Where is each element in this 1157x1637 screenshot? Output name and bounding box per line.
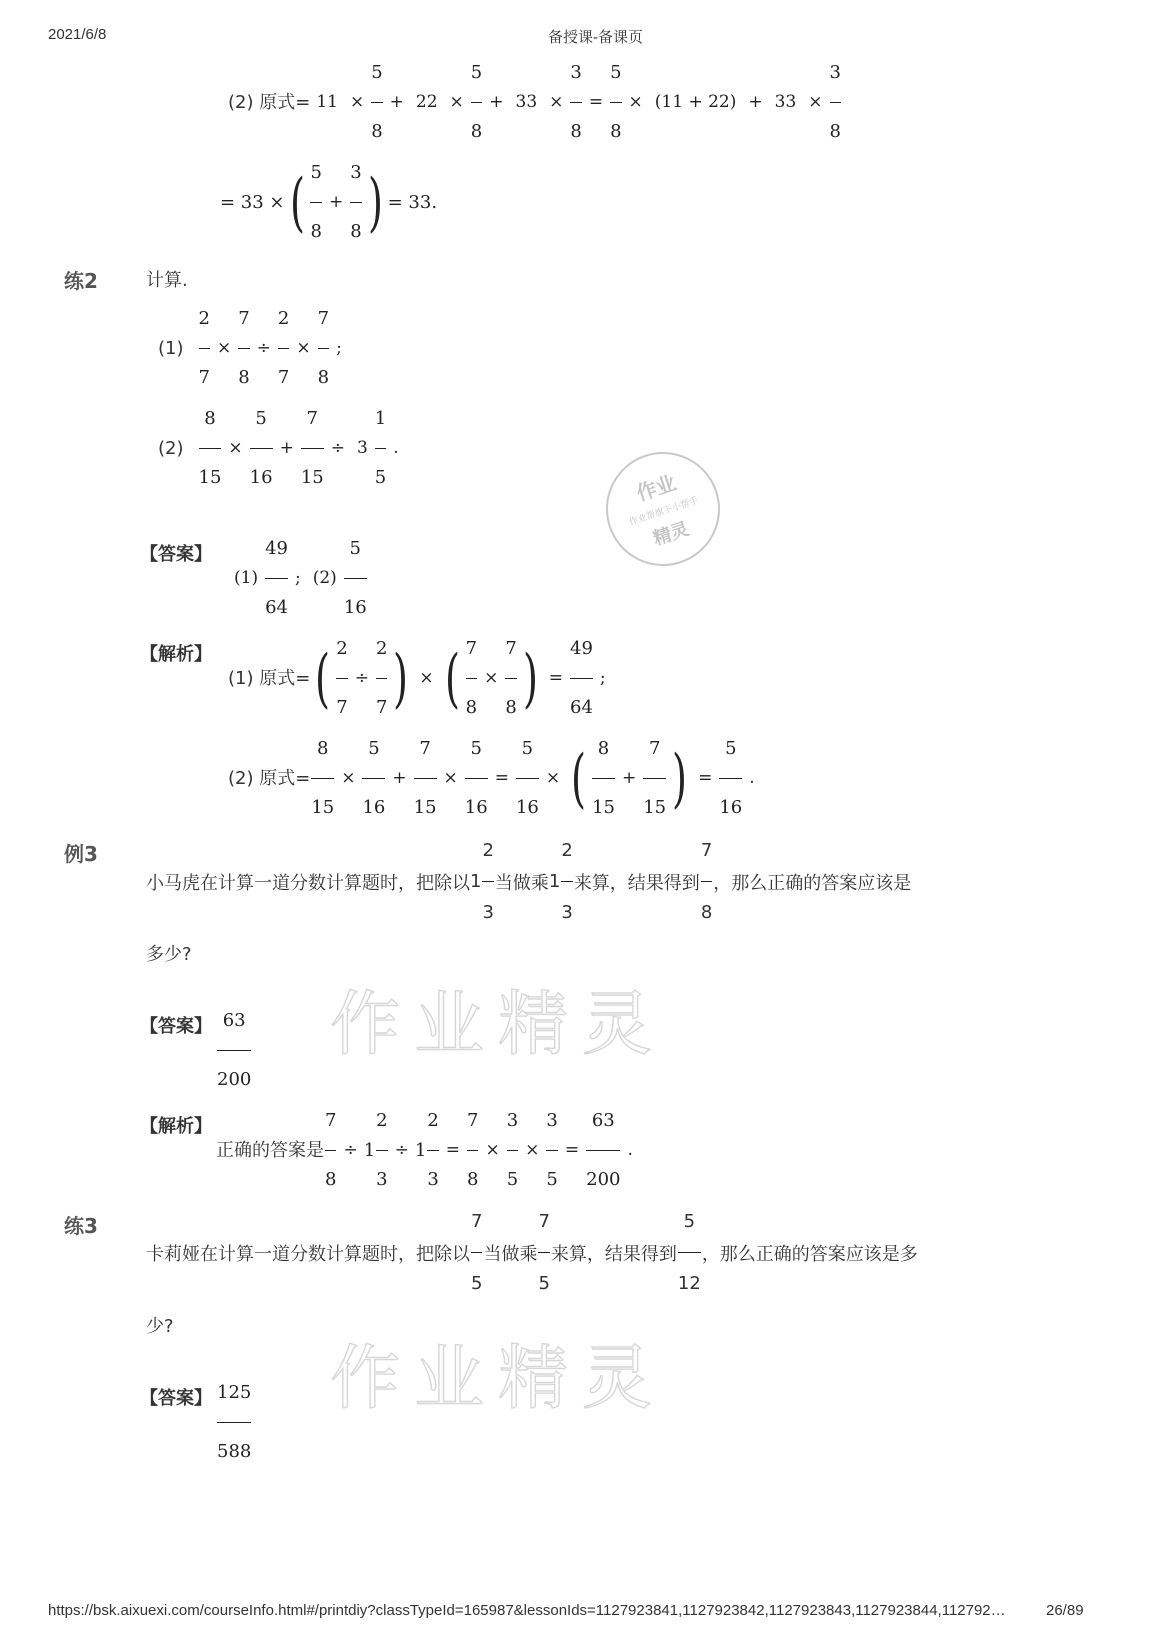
math-token: ÷ (256, 338, 271, 358)
page-header-title: 备授课-备课页 (548, 29, 643, 46)
denominator: 8 (350, 221, 362, 242)
numerator: 7 (325, 1110, 337, 1131)
denominator: 64 (570, 697, 593, 718)
li3-answer-tag: 【答案】 (140, 1016, 212, 1037)
prev-solution-lead: = 33 × (220, 191, 285, 213)
section-label-lian2: 练2 (64, 269, 98, 293)
numerator: 7 (317, 308, 330, 329)
fraction (585, 1112, 621, 1189)
denominator: 8 (465, 697, 478, 718)
math-token: × (549, 92, 564, 112)
lian2-q1-prefix: (1) (158, 337, 184, 359)
lian2-a1-prefix: (1) 原式= (228, 667, 311, 689)
mixed-number (470, 840, 495, 923)
footer-url[interactable]: https://bsk.aixuexi.com/courseInfo.html#/printdiy?classTypeId=165987&lessonIds=1127923841,1127923842,1127923843,1127923844,112792… (48, 1602, 1006, 1619)
numerator: 5 (255, 408, 267, 429)
denominator: 5 (374, 467, 387, 488)
li3-analysis-prefix: 正确的答案是 (216, 1139, 324, 1161)
text-run: 当做乘 (494, 872, 549, 894)
lian2-answer (228, 540, 368, 617)
text-run: 来算，结果得到 (573, 872, 700, 894)
denominator: 16 (249, 467, 273, 488)
fraction (374, 410, 387, 487)
math-token: = (698, 768, 713, 788)
numerator: 5 (470, 62, 483, 83)
numerator: 49 (570, 638, 593, 659)
fraction (700, 840, 713, 923)
denominator: 5 (538, 1273, 550, 1294)
math-token: . (749, 768, 755, 788)
denominator: 588 (217, 1441, 252, 1462)
denominator: 8 (310, 221, 322, 242)
denominator: 5 (471, 1273, 483, 1294)
math-token: × (485, 1140, 500, 1160)
li3-answer (216, 1012, 252, 1089)
lian2-q2-prefix: (2) (158, 437, 184, 459)
numerator: 2 (336, 638, 348, 659)
fraction (591, 740, 616, 817)
lian3-answer (216, 1384, 252, 1461)
denominator: 7 (277, 367, 290, 388)
math-token: . (627, 1140, 633, 1160)
numerator: 2 (375, 638, 388, 659)
numerator: 2 (277, 308, 290, 329)
watermark-text: 作业精灵 (330, 983, 666, 1065)
whole-part: 1 (470, 871, 482, 892)
lian2-a1-paren1 (335, 640, 388, 717)
denominator: 5 (546, 1169, 558, 1190)
fraction (537, 1211, 550, 1294)
fraction (237, 310, 250, 387)
lian2-q1 (158, 310, 348, 387)
prev-solution-tail: = 33. (387, 191, 438, 213)
denominator: 3 (482, 902, 494, 923)
math-token: + (748, 92, 763, 112)
right-paren: ) (367, 165, 383, 240)
lian2-analysis-tag: 【解析】 (140, 644, 212, 665)
denominator: 8 (610, 121, 622, 142)
math-token: × (484, 668, 499, 688)
denominator: 15 (300, 467, 324, 488)
denominator: 8 (238, 367, 250, 388)
denominator: 3 (427, 1169, 439, 1190)
li3-problem (146, 840, 911, 923)
numerator: 5 (368, 738, 380, 759)
fraction (317, 310, 330, 387)
math-token: + (621, 768, 637, 788)
numerator: 7 (238, 308, 250, 329)
numerator: 5 (683, 1211, 696, 1232)
numerator: 3 (506, 1110, 519, 1131)
numerator: 5 (470, 738, 482, 759)
text-run: ，那么正确的答案应该是 (713, 872, 912, 894)
numerator: 5 (725, 738, 737, 759)
fraction (677, 1211, 702, 1294)
math-token: ÷ (330, 438, 345, 458)
denominator: 8 (829, 121, 841, 142)
fraction (829, 64, 842, 141)
li3-analysis (216, 1112, 639, 1189)
numerator: 7 (306, 408, 318, 429)
math-token: = (588, 92, 604, 112)
math-token: × (628, 92, 643, 112)
right-paren: ) (672, 741, 688, 816)
fraction (300, 410, 325, 487)
denominator: 7 (198, 367, 210, 388)
section-label-li3: 例3 (64, 842, 98, 866)
numerator: 7 (471, 1211, 483, 1232)
numerator: 3 (546, 1110, 558, 1131)
fraction (515, 740, 540, 817)
fraction (309, 164, 322, 241)
fraction (310, 740, 335, 817)
fraction (349, 164, 362, 241)
left-paren: ( (444, 641, 460, 716)
lian3-problem-end: 少? (146, 1316, 174, 1337)
denominator: 200 (217, 1069, 252, 1090)
denominator: 16 (464, 797, 488, 818)
fraction (569, 640, 594, 717)
numerator: 3 (829, 62, 841, 83)
math-token: = (564, 1140, 580, 1160)
lian2-answer-tag: 【答案】 (140, 544, 212, 565)
math-token: × (808, 92, 823, 112)
fraction (198, 310, 211, 387)
denominator: 8 (505, 697, 517, 718)
prev-solution-prefix: (2) 原式= (228, 91, 311, 113)
fraction (370, 64, 383, 141)
page-number: 26/89 (1046, 1602, 1084, 1619)
fraction (465, 640, 478, 717)
numerator: 63 (591, 1110, 615, 1131)
lian2-a1-tail (543, 640, 612, 717)
math-token: × (349, 92, 365, 112)
watermark-stamp: 作业 作业帮旗下小帮手 精灵 (591, 437, 735, 581)
denominator: 15 (592, 797, 615, 818)
numerator: 125 (217, 1382, 252, 1403)
math-token: × (216, 338, 232, 358)
prev-solution-expr (310, 64, 842, 141)
fraction (642, 740, 667, 817)
math-token: × (228, 438, 243, 458)
denominator: 8 (470, 121, 483, 142)
prev-solution-paren (309, 164, 362, 241)
fraction (464, 740, 489, 817)
denominator: 8 (467, 1169, 479, 1190)
denominator: 200 (586, 1169, 621, 1190)
math-token: × (545, 768, 561, 788)
mixed-number (364, 1112, 389, 1189)
fraction (504, 640, 517, 717)
fraction (324, 1112, 337, 1189)
lian2-a2-tail (692, 740, 761, 817)
lian3-problem (146, 1211, 918, 1294)
math-token: + (279, 438, 294, 458)
whole-part: 1 (414, 1139, 427, 1161)
numerator: 2 (482, 840, 494, 861)
li3-analysis-tag: 【解析】 (140, 1116, 212, 1137)
denominator: 15 (643, 797, 667, 818)
numerator: 7 (648, 738, 661, 759)
math-token: × (296, 338, 311, 358)
math-token: 22 (415, 92, 438, 112)
denominator: 16 (362, 797, 386, 818)
math-token: ÷ (343, 1140, 358, 1160)
math-token: × (341, 768, 356, 788)
math-token: + (328, 192, 344, 212)
fraction (718, 740, 743, 817)
numerator: 2 (198, 308, 210, 329)
numerator: 2 (561, 840, 573, 861)
numerator: 7 (538, 1211, 550, 1232)
math-token: + (489, 92, 504, 112)
text-run: ，那么正确的答案应该是多 (701, 1243, 918, 1265)
numerator: 5 (521, 738, 534, 759)
numerator: 63 (222, 1010, 246, 1031)
math-token: × (443, 768, 458, 788)
lian2-a2-prefix: (2) 原式= (228, 767, 311, 789)
lian2-analysis-1 (228, 640, 612, 717)
fraction (277, 310, 290, 387)
fraction (216, 1012, 252, 1089)
fraction (545, 1112, 558, 1189)
numerator: 8 (317, 738, 329, 759)
numerator: 7 (467, 1110, 479, 1131)
math-token: 33 (774, 92, 797, 112)
numerator: 8 (204, 408, 216, 429)
right-paren: ) (393, 641, 409, 716)
watermark-text: 作业精灵 (330, 1337, 666, 1419)
right-paren: ) (522, 641, 538, 716)
denominator: 7 (375, 697, 388, 718)
lian2-q2-expr (198, 410, 405, 487)
fraction (609, 64, 622, 141)
denominator: 8 (325, 1169, 337, 1190)
li3-analysis-expr (324, 1112, 639, 1189)
whole-part: 1 (548, 871, 561, 892)
math-token: ; (336, 338, 342, 358)
fraction (506, 1112, 519, 1189)
left-paren: ( (289, 165, 305, 240)
mixed-number (549, 840, 574, 923)
text-run: 卡莉娅在计算一道分数计算题时，把除以 (146, 1243, 470, 1265)
math-token: 33 (515, 92, 538, 112)
math-token: ÷ (394, 1140, 409, 1160)
math-token: (1) (234, 568, 259, 588)
numerator: 1 (374, 408, 387, 429)
math-token: ; (295, 568, 301, 588)
math-token: 3 (356, 438, 368, 458)
section-label-lian3: 练3 (64, 1214, 98, 1238)
math-token: × (525, 1140, 540, 1160)
fraction (375, 640, 388, 717)
math-token: ÷ (354, 668, 369, 688)
print-date: 2021/6/8 (48, 26, 107, 43)
lian3-answer-tag: 【答案】 (140, 1388, 212, 1409)
numerator: 2 (427, 1110, 439, 1131)
denominator: 3 (561, 902, 573, 923)
math-token: 11 (316, 92, 338, 112)
left-paren: ( (571, 741, 587, 816)
denominator: 15 (311, 797, 335, 818)
text-run: 小马虎在计算一道分数计算题时，把除以 (146, 872, 470, 894)
lian2-a2-lead (310, 740, 566, 817)
math-token: + (389, 92, 404, 112)
denominator: 16 (515, 797, 539, 818)
denominator: 7 (336, 697, 348, 718)
numerator: 3 (350, 162, 362, 183)
numerator: 7 (700, 840, 713, 861)
math-token: = (445, 1140, 461, 1160)
numerator: 5 (349, 538, 361, 559)
left-paren: ( (315, 641, 331, 716)
fraction (470, 1211, 483, 1294)
math-token: × (449, 92, 464, 112)
denominator: 8 (371, 121, 383, 142)
fraction (470, 64, 483, 141)
prev-solution-line1 (228, 64, 842, 141)
denominator: 8 (317, 367, 330, 388)
lian2-q1-expr (198, 310, 348, 387)
fraction (216, 1384, 252, 1461)
lian2-q2 (158, 410, 405, 487)
lian2-prompt: 计算. (146, 270, 188, 291)
denominator: 8 (700, 902, 713, 923)
fraction (249, 410, 274, 487)
denominator: 15 (198, 467, 222, 488)
fraction (569, 64, 582, 141)
fraction (198, 410, 223, 487)
math-token: + (392, 768, 407, 788)
numerator: 5 (371, 62, 383, 83)
fraction (335, 640, 348, 717)
denominator: 64 (265, 597, 288, 618)
text-run: 当做乘 (483, 1243, 538, 1265)
math-token: . (393, 438, 399, 458)
numerator: 5 (310, 162, 322, 183)
denominator: 12 (677, 1273, 701, 1294)
numerator: 8 (597, 738, 610, 759)
denominator: 16 (719, 797, 743, 818)
fraction (264, 540, 289, 617)
prev-solution-line2 (220, 164, 437, 241)
fraction (361, 740, 386, 817)
numerator: 3 (570, 62, 582, 83)
numerator: 2 (376, 1110, 388, 1131)
denominator: 16 (343, 597, 367, 618)
math-token: (11 + 22) (654, 92, 737, 112)
lian2-a1-paren2 (465, 640, 518, 717)
numerator: 5 (610, 62, 622, 83)
math-token: (2) (312, 568, 337, 588)
math-token: ; (599, 668, 606, 688)
mixed-number (415, 1112, 440, 1189)
math-token: = (494, 768, 509, 788)
numerator: 7 (505, 638, 517, 659)
times-sign: × (419, 668, 434, 688)
math-token: = (548, 668, 563, 688)
lian2-a2-paren (591, 740, 667, 817)
numerator: 7 (465, 638, 478, 659)
li3-problem-end: 多少? (146, 944, 192, 965)
lian2-analysis-2 (228, 740, 761, 817)
denominator: 5 (506, 1169, 519, 1190)
fraction (343, 540, 368, 617)
denominator: 3 (376, 1169, 388, 1190)
numerator: 49 (265, 538, 288, 559)
fraction (466, 1112, 479, 1189)
text-run: 来算，结果得到 (550, 1243, 677, 1265)
numerator: 7 (419, 738, 431, 759)
whole-part: 1 (363, 1139, 376, 1161)
denominator: 15 (413, 797, 437, 818)
denominator: 8 (570, 121, 582, 142)
fraction (413, 740, 438, 817)
